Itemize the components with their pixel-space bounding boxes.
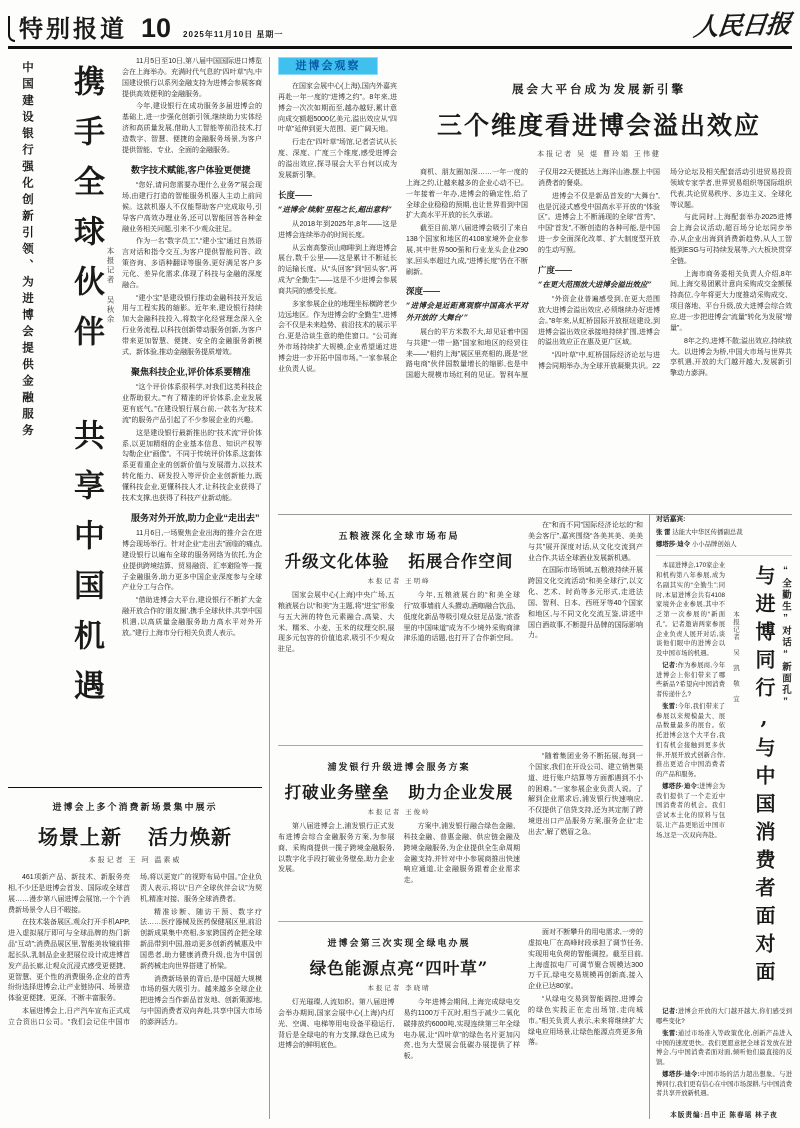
dialog-guest-list	[656, 515, 792, 556]
qa-text: 今年,我们带来了参展以来规模最大、展品数量最多的展台。依托进博会这个大平台,我们有机会接触到更多伙伴,开展开放式创新合作,推出更适合中国消费者的产品和服务。	[656, 702, 725, 779]
article-spdb-main	[278, 750, 520, 917]
subhead: 数字技术赋能,客户体验更便捷	[131, 164, 251, 175]
middle-band	[278, 515, 792, 1119]
paragraph: 方案中,浦发银行融合绿色金融、科技金融、普惠金融、供应链金融及跨境金融服务,为企业提供全生命周期金融支持,并针对中小参展商推出快速响应通道,让金融服务跟着企业需求走。	[403, 823, 520, 885]
page-body	[8, 57, 792, 1119]
date-line: 2025年11月10日 星期一	[183, 30, 284, 39]
paragraph: 从2018年到2025年,8年——这是进博会连续举办的时间长度。	[278, 220, 397, 239]
article-ccb-headline: 携手全球伙伴 共享中国机遇	[69, 65, 104, 719]
dialog-tail-block	[656, 1007, 792, 1101]
guest-list-label: 对话嘉宾:	[656, 516, 686, 523]
subhead: 聚焦科技企业,评价体系要精准	[131, 366, 251, 377]
article-green-kicker: 进博会第三次实现全绿电办展	[327, 938, 471, 948]
article-wuliangye-headline: 升级文化体验 拓展合作空间	[284, 552, 514, 571]
article-scenes-body	[8, 873, 262, 1119]
paragraph: 本届进博会,170家企业和机构第八年参展,成为名副其实的“全勤生”;同时,本届进博会共有4108家境外企业参展,其中不乏第一次参展的“新面孔”。记者邀请两家参展企业负责人展开对话,谈谈他们眼中的进博会以及中国市场的机遇。	[656, 562, 725, 658]
article-ccb-body	[122, 57, 262, 779]
qa-paragraph	[656, 1007, 792, 1027]
article-observe-kicker: 展会大平台成为发展新引擎	[512, 84, 686, 96]
paragraph: 截至目前,第八届进博会吸引了来自138个国家和地区的4108家境外企业参展,其中世界500强和行业龙头企业290家,回头率超过九成,“进博长度”仍在不断刷新。	[406, 225, 528, 276]
guest-name: 娜塔莎·迪令	[656, 541, 691, 549]
article-dialog-kicker: “全勤生”对话“新面孔”	[780, 565, 791, 710]
qa-label: 张雷:	[662, 1029, 678, 1037]
qa-paragraph	[656, 782, 725, 841]
paragraph: 从云南高黎贡山咖啡到上海进博会展台,数千公里——这是累计不断延长的运输长度。从“头回客”到“回头客”,再成为“全勤生”——这是不少进博会参展商共同的感受长度。	[278, 244, 397, 295]
paragraph: 与此同时,上海配套举办2025进博会上海会议活动,超百场分论坛同步举办,从企业出海到消费新趋势,从人工智能到ESG与可持续发展等,六大板块贯穿全链。	[670, 214, 792, 265]
paragraph: 展台的平方米数不大,却见证着中国与共建“一带一路”国家和地区的经贸往来——“相约上海”展区里亮相的,既是“丝路电商”伙伴国数量增长的缩影,也是中国超大规模市场红利的见证。智利车厘子仅用22天便抵达上海洋山港,摆上中国消费者的餐桌。	[406, 169, 660, 380]
qa-label: 娜塔莎·迪令:	[662, 782, 700, 790]
article-ccb	[8, 57, 262, 779]
paragraph: “外资企业普遍感受到,在更大范围放大进博会溢出效应,必须继续办好进博会。”8年来,从虹桥国际开放枢纽建设,到进博会溢出效应承接地持续扩围,进博会的溢出效应正在惠及更广区域。	[538, 296, 660, 347]
article-green-power	[278, 921, 643, 1119]
article-observe-headline: 三个维度看进博会溢出效应	[436, 111, 761, 140]
paragraph: “这个评价体系很科学,对我们这类科技企业帮助很大。”“有了精准的评价体系,企业发展更有底气。”在建设银行展台前,一款名为“技术流”的服务产品引起了不少参展企业的兴趣。	[122, 384, 262, 424]
qa-text: 中国市场的活力超出想象。与进博同行,我们更有信心在中国市场深耕,与中国消费者共享开放新机遇。	[656, 1070, 792, 1098]
guest-title: 达能大中华区传播副总裁	[672, 528, 743, 536]
article-wuliangye-byline: 本报记者 王明峰	[367, 578, 431, 585]
guest-name: 张 雷	[656, 528, 671, 536]
article-observe-main	[406, 57, 792, 510]
page-header	[8, 6, 792, 42]
article-green-body	[278, 998, 520, 1119]
corner-bracket-mark	[8, 16, 15, 42]
guest-row	[656, 540, 792, 550]
qa-text: 通过市场准入等政策优化,创新产品进入中国的速度更快。我们更愿意把全球首发放在进博会,与中国消费者面对面,倾听他们最直接的反馈。	[656, 1029, 792, 1067]
paragraph: 消费新场景的背后,是中国超大规模市场的强大吸引力。越来越多全球企业把进博会当作新品首发地、创新策源地,与中国消费者双向奔赴,共享中国大市场的澎湃活力。	[140, 975, 262, 1026]
paragraph: “建小宝”是建设银行推动金融科技开发运用与工程实践的缩影。近年来,建设银行持续加大金融科技投入,将数字化经营理念深入全行业务流程,以科技创新带动服务创新,为客户带来更加智慧、便捷、安全的金融服务新模式、新体验,推动金融服务提质增效。	[122, 294, 262, 356]
paragraph: 灯光璀璨,人流如织。第八届进博会举办期间,国家会展中心(上海)内灯光、空调、电梯等用电设备平稳运行,背后是全绿电的有力支撑,绿色已成为进博会的鲜明底色。	[278, 999, 395, 1050]
paragraph: 作为一名“数字员工”,“建小宝”通过自然语言对话和指令交互,为客户提供智能问答、政策咨询、多语种翻译等服务,更好满足客户多元化、差异化需求,体现了科技与金融的深度融合。	[122, 238, 262, 289]
article-spdb-kicker: 浦发银行升级进博会服务方案	[327, 762, 471, 772]
paragraph: 国家会展中心(上海)中央广场,五粮液展台以“和美”为主题,将“进宝”形象与五大洲的特色元素融合,高粱、大米、糯米、小麦、玉米的纹理交织,展现多元包容的价值追求,吸引不少观众驻足。	[278, 592, 395, 654]
paragraph: “您好,请问您需要办理什么业务?”展会现场,由建行打造的智能服务机器人主动上前问候。这款机器人不仅能帮助客户完成取号,引导客户高效办理业务,还可以智能回答各种金融业务相关问题,引来不少观众驻足。	[122, 182, 262, 233]
paragraph: “从绿电交易到智能调控,进博会的绿色实践正在走出场馆,走向城市。”相关负责人表示,未来将继续扩大绿电应用场景,让绿色能源点亮更多角落。	[528, 996, 643, 1047]
article-dialog-byline: 本报记者 吴 凯 敬 宜	[732, 611, 739, 704]
qa-paragraph	[656, 702, 725, 780]
paragraph: 在“和而不同”国际经济论坛的“和美会客厅”,嘉宾围绕“各美其美、美美与共”展开深度对话,从文化交流到产业合作,共话全球酒业发展新机遇。	[528, 522, 643, 562]
article-spdb-sidecol	[528, 750, 643, 917]
qa-text: 进博会开放的大门越开越大,你们感受到哪些变化?	[656, 1008, 792, 1026]
section-quote-length: “进博会‘续航’里程之长,超出意料”	[278, 204, 392, 214]
section-head-depth: 深度——	[406, 286, 441, 297]
article-spdb-body	[278, 822, 520, 917]
qa-label: 娜塔莎·迪令:	[662, 1070, 700, 1078]
qa-paragraph	[656, 1029, 792, 1068]
article-spdb-byline: 本报记者 王俊岭	[367, 809, 431, 816]
article-observe-col1	[278, 57, 406, 510]
article-observe-flow	[406, 168, 792, 510]
article-observe-byline: 本报记者 吴 焜 曹玲娟 王伟健	[537, 151, 661, 158]
guest-title: 小小品牌创始人	[691, 541, 737, 549]
page-editors-credit: 本版责编:吕中正 陈春瑶 林子夜	[670, 1112, 778, 1119]
paragraph: 进博会不仅是新品首发的“大舞台”,也是沉浸式感受中国高水平开放的“体验区”。进博会上不断涌现的全球“首秀”、中国“首发”,不断创造的各种可能,是中国进一步全面深化改革、扩大制度型开放的生动写照。	[538, 192, 660, 254]
masthead-logo: 人民日报	[692, 9, 792, 42]
article-dialog	[650, 515, 792, 1119]
paragraph: “四叶草”中,虹桥国际经济论坛与进博会同期举办,为全球开放凝聚共识。22场分论坛及相关配套活动引进贸易投资领域专家学者,世界贸易组织等国际组织代表,共论贸易秩序、多边主义、全球化等议题。	[538, 169, 792, 371]
section-head-breadth: 广度——	[538, 264, 573, 275]
page-number: 10	[141, 13, 172, 43]
subhead: 服务对外开放,助力企业“走出去”	[131, 512, 260, 523]
article-green-sidecol	[528, 926, 643, 1119]
article-wuliangye-kicker: 五粮液深化全球市场布局	[338, 531, 460, 541]
article-scenes-byline: 本报记者 王 珂 温素威	[88, 857, 182, 864]
article-spdb-headline: 打破业务壁垒 助力企业发展	[284, 783, 514, 802]
article-wuliangye-body	[278, 591, 520, 741]
paragraph: 在国家会展中心(上海),国内外嘉宾再赴一年一度的“进博之约”。8年来,进博会一次次如期而至,越办越好,累计意向成交额超5000亿美元,溢出效应从“四叶草”延伸到更大范围、更广阔天地。	[278, 83, 397, 134]
article-scenes-kicker: 进博会上多个消费新场景集中展示	[52, 802, 218, 812]
section-head-length: 长度——	[278, 189, 313, 200]
article-green-byline: 本报记者 李晓晴	[367, 985, 431, 992]
article-ccb-kicker: 中国建设银行强化创新引领、为进博会提供金融服务	[21, 61, 33, 441]
section-title: 特别报道	[19, 16, 127, 43]
paragraph: 在技术装备展区,观众打开手机APP,进入虚拟展厅即可与全球品牌的热门新品“互动”;消费品展区里,智能美妆镜前排起长队,乳制品企业把展位设计成进博首发产品长廊,让观众沉浸式感受更便捷、更智慧、更个性的消费服务,企业的首秀纷纷选择进博会,让产业链协同、场景造体验更便捷、更深、不断丰富服务。	[8, 919, 130, 1003]
paragraph: 今年,五粮液展台的“和美全球行”故事墙前人头攒动,酒咖融合饮品、低度化新品等吸引观众驻足品鉴,“浓香里的中国味道”成为不少境外采购商津津乐道的话题,也打开了合作新空间。	[403, 592, 520, 643]
qa-label: 张雷:	[662, 702, 678, 710]
article-scenes	[8, 788, 262, 1119]
paragraph: 行走在“四叶草”场馆,记者尝试从长度、深度、广度三个维度,感受进博会的溢出效应,探寻展会大平台何以成为发展新引擎。	[278, 139, 397, 179]
paragraph: 第八届进博会上,浦发银行正式发布进博会综合金融服务方案,为参展商、采购商提供一揽子跨境金融服务,以数字化手段打破业务壁垒,助力企业发展。	[278, 823, 395, 874]
paragraph: 8年之约,进博不散;溢出效应,持续放大。以进博会为桥,中国大市场与世界共享机遇,开放的大门越开越大,发展新引擎动力澎湃。	[670, 337, 792, 378]
paragraph: 本届进博会上,日产汽车宣布正式成立合资出口公司。“我们会记住中国市场,将以更宽广的视野布局中国。”企业负责人表示,将以“日产全球伙伴会议”为契机,精准对接、服务全球消费者。	[8, 874, 262, 1026]
paragraph: 11月5日至10日,第八届中国国际进口博览会在上海举办。充满时代气息的“四叶草”内,中国建设银行以系列金融支持为进博会参展客商提供高效便利的金融服务。	[122, 58, 262, 98]
paragraph: “借助进博会大平台,建设银行不断扩大金融开放合作的‘朋友圈’,携手全球伙伴,共享中国机遇,以高质量金融服务助力高水平对外开放。”建行上海市分行相关负责人表示。	[122, 597, 262, 637]
paragraph: 在国际市场领域,五粮液持续开展跨国文化交流活动“和美全球行”,以文化、艺术、时尚等多元形式,走进法国、智利、日本、西班牙等40个国家和地区,与不同文化交流互鉴,讲述中国白酒故事,不断提升品牌的国际影响力。	[528, 567, 643, 640]
left-column	[8, 57, 270, 1119]
middle-articles	[278, 515, 650, 1119]
article-wuliangye-main	[278, 519, 520, 741]
guest-row	[656, 528, 792, 538]
article-spdb	[278, 745, 643, 917]
section-quote-breadth: “在更大范围放大进博会溢出效应”	[538, 279, 652, 289]
paragraph: 这是建设银行最新推出的“技术流”评价体系,以更加精细的企业基本信息、知识产权等勾勒企业“画像”。不同于传统评价体系,这套体系更看重企业的创新价值与发展潜力,以技术转化能力、研发投入等评价企业创新能力,既懂科技企业,更懂科技人才,让科技企业获得了技术支撑,也获得了科技产业新动能。	[122, 429, 262, 502]
qa-paragraph	[656, 1070, 792, 1099]
qa-label: 记者:	[662, 661, 678, 669]
article-green-headline: 绿色能源点亮“四叶草”	[309, 959, 489, 978]
article-ccb-byline: 本报记者 吴秋余	[106, 247, 115, 325]
paragraph: 今年进博会期间,上海完成绿电交易约1100万千瓦时,相当于减少二氧化碳排放约6000吨,实现连续第三年全绿电办展,让“四叶草”的绿色名片更加闪亮,也为大型展会低碳办展提供了样板。	[403, 999, 520, 1061]
qa-text: 进博会为我们提供了一个走近中国消费者的机会。我们尝试本土化的原料与包装,让产品更贴近中国市场,这是一次双向奔赴。	[656, 782, 725, 839]
paragraph: 面对不断攀升的用电需求,一旁的虚拟电厂在高峰时段承担了调节任务,实现用电负荷的智能调控。截至目前,上海虚拟电厂可调节聚合规模达300万千瓦,绿电交易规模再创新高,接入企业已达80家。	[528, 929, 643, 991]
observe-section-tab: 进博会观察	[278, 57, 378, 75]
paragraph: “随着集团业务不断拓展,每到一个国家,我们在开设公司、建立销售渠道、进行账户结算等方面都遇到不小的困难。”一家参展企业负责人说。了解到企业需求后,浦发银行快速响应,不仅提供了信贷支持,还为其定制了跨境进出口产品服务方案,服务企业“走出去”,解了燃眉之急。	[528, 753, 643, 836]
article-wuliangye-sidecol	[528, 519, 643, 741]
article-dialog-headline: 与进博同行,与中国消费者面对面	[752, 565, 776, 990]
article-wuliangye	[278, 515, 643, 741]
paragraph: 461项新产品、新技术、新服务亮相,不少还是进博会首发、国际或全球首展……漫步第八届进博会展馆,一个个消费新场景令人目不暇接。	[8, 874, 130, 914]
paragraph: 今年,建设银行在成功服务多届进博会的基础上,进一步强化创新引领,继续助力实体经济和高质量发展,借助人工智能等前沿技术,打造数字、智慧、便捷的金融服务场景,为客户提供智能、专业、全面的金融服务。	[122, 103, 262, 154]
qa-label: 记者:	[662, 1008, 678, 1016]
section-quote-depth: “进博会是近距离观察中国高水平对外开放的‘大舞台’”	[406, 301, 528, 322]
paragraph: 商机、朋友圈加深……一年一度的上海之约,让越来越多的企业心动不已。一年接着一年办,进博会的确定性,给了全球企业稳稳的预期,也让世界看到中国扩大高水平开放的长久承诺。	[406, 169, 528, 220]
right-area	[270, 57, 792, 1119]
article-green-main	[278, 926, 520, 1119]
paragraph: 上海市商务委相关负责人介绍,8年间,上海交易团累计意向采购成交金额保持高位,今年将更大力度推动采购成交、项目落地、平台升级,放大进博会综合效应,进一步把进博会“流量”转化为发展“增量”。	[670, 270, 792, 332]
paragraph: 精准诊断、随访干预、数字疗法……医疗器械及医药保健展区里,前沿创新成果集中亮相,多家跨国药企把全球新品带到中国,推动更多创新药械惠及中国患者,助力健康消费升级,也为中国创新药械走向世界搭建了桥梁。	[140, 908, 262, 970]
header-rule	[8, 46, 792, 49]
article-scenes-headline: 场景上新 活力焕新	[38, 825, 232, 849]
paragraph: 11月6日,一场聚焦企业出海的推介会在进博会现场举行。针对企业“走出去”面临的痛点,建设银行以遍布全球的服务网络为依托,为企业提供跨境结算、贸易融资、汇率避险等一揽子金融服务,助力更多中国企业深度参与全球产业分工与合作。	[122, 530, 262, 592]
qa-text: 作为参展商,今年进博会上你们带来了哪些新品?希望向中国消费者传递什么?	[656, 661, 725, 699]
dialog-text-column	[656, 561, 725, 1003]
qa-paragraph	[656, 661, 725, 700]
article-observe	[278, 57, 792, 515]
dialog-mid-block	[656, 561, 792, 1003]
paragraph: 多家参展企业的地理坐标横跨老少边远地区。作为进博会的“全勤生”,进博会不仅是未来趋势、前沿技术的展示平台,更是洽谈生意的绝佳窗口。“公司海外市场持续扩大规模,企业希望通过进博会进一步开拓中国市场。”一家参展企业负责人说。	[278, 300, 397, 373]
